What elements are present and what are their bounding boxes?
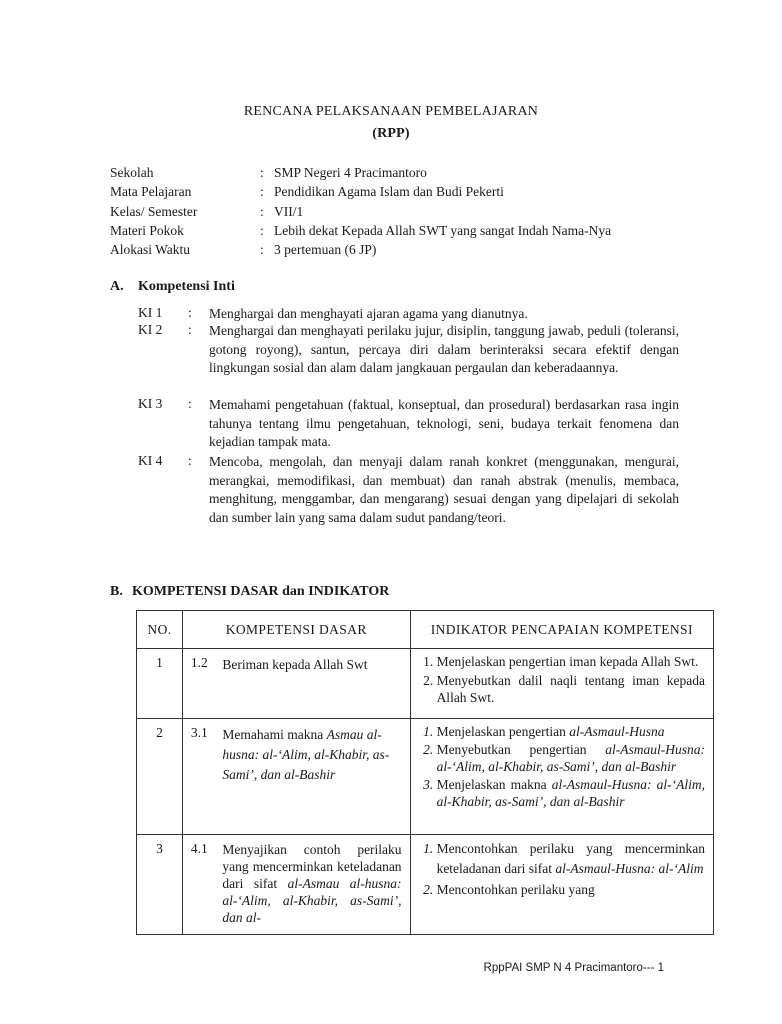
kd-text-italic: al-Asmau al-husna: al-‘Alim, al-Khabir, as-Sami’, dan al- (222, 876, 402, 925)
ki-label: KI 2 (138, 322, 163, 337)
ki-label: KI 3 (138, 396, 163, 411)
identity-colon: : (260, 242, 264, 257)
indicator-list (411, 835, 713, 900)
section-title: Kompetensi Inti (138, 279, 235, 294)
document-subtitle: (RPP) (372, 126, 410, 141)
kd-code: 4.1 (190, 841, 208, 856)
row-number: 3 (156, 841, 163, 856)
identity-label: Kelas/ Semester (110, 204, 198, 219)
indicator-plain: Menyebutkan pengertian (436, 742, 606, 757)
ki-colon: : (188, 396, 192, 411)
document-title: RENCANA PELAKSANAAN PEMBELAJARAN (243, 104, 539, 119)
header-no: NO. (137, 611, 183, 649)
competency-table (136, 610, 714, 935)
indicator-italic: al-Asmaul-Husna: al-‘Alim, al-Khabir, as-Sami’, dan al-Bashir (436, 777, 705, 809)
kd-text-plain: Menyajikan contoh perilaku yang mencerminkan keteladanan dari sifat (222, 842, 402, 891)
row-number: 2 (156, 725, 163, 740)
indicator-italic: al-Asmaul-Husna (569, 724, 665, 739)
kd-text (218, 719, 409, 785)
table-row (137, 649, 714, 719)
identity-label: Mata Pelajaran (110, 184, 192, 199)
identity-value: 3 pertemuan (6 JP) (274, 242, 377, 257)
indicator-item (437, 723, 705, 740)
indicator-plain: Menjelaskan makna (436, 777, 552, 792)
identity-label: Materi Pokok (110, 223, 184, 238)
ki-colon: : (188, 453, 192, 468)
header-kd: KOMPETENSI DASAR (182, 611, 410, 649)
ki-colon: : (188, 305, 192, 320)
ki-text: Memahami pengetahuan (faktual, konseptual, dan prosedural) berdasarkan rasa ingin tahunya tentang ilmu pengetahuan, teknologi, seni, budaya terkait fenomena dan kejadian tampak mata. (209, 397, 679, 450)
table-row (137, 835, 714, 935)
ki-label: KI 4 (138, 453, 163, 468)
ki-colon: : (188, 322, 192, 337)
indicator-italic: al-Asmaul-Husna: al-‘Alim (555, 861, 704, 876)
indicator-item (437, 741, 705, 775)
header-indicator: INDIKATOR PENCAPAIAN KOMPETENSI (410, 611, 713, 649)
indicator-item: 2. Menyebutkan dalil naqli tentang iman kepada Allah Swt. (437, 672, 705, 706)
row-number: 1 (156, 655, 163, 670)
identity-label: Sekolah (110, 165, 154, 180)
identity-value: Pendidikan Agama Islam dan Budi Pekerti (274, 184, 504, 199)
identity-colon: : (260, 184, 264, 199)
identity-colon: : (260, 165, 264, 180)
identity-colon: : (260, 204, 264, 219)
ki-text: Menghargai dan menghayati ajaran agama yang dianutnya. (209, 306, 528, 321)
kd-text (218, 835, 409, 926)
table-row (137, 719, 714, 835)
identity-value: SMP Negeri 4 Pracimantoro (274, 165, 427, 180)
ki-text: Menghargai dan menghayati perilaku jujur, disiplin, tanggung jawab, peduli (toleransi, gotong royong), santun, percaya diri dalam berinteraksi secara efektif dengan lingkungan sosial dan alam dalam jangkauan pergaulan dan keberadaannya. (209, 323, 679, 376)
kd-text-plain: Memahami makna (222, 727, 327, 742)
page-footer: RppPAI SMP N 4 Pracimantoro--- 1 (483, 962, 664, 974)
ki-text: Mencoba, mengolah, dan menyaji dalam ranah konkret (menggunakan, mengurai, merangkai, memodifikasi, dan membuat) dan ranah abstrak (menulis, membaca, menghitung, menggambar, dan mengarang) sesuai dengan yang dipelajari di sekolah dan sumber lain yang sama dalam sudut pandang/teori. (209, 454, 679, 526)
indicator-item: 1. Menjelaskan pengertian iman kepada Allah Swt. (437, 653, 705, 670)
identity-label: Alokasi Waktu (110, 242, 191, 257)
indicator-item (437, 776, 705, 810)
identity-value: VII/1 (274, 204, 304, 219)
indicator-plain: Mencontohkan perilaku yang (436, 882, 595, 897)
identity-colon: : (260, 223, 264, 238)
indicator-list (411, 649, 713, 706)
indicator-list (411, 719, 713, 810)
indicator-item (437, 880, 705, 900)
indicator-plain: Mencontohkan perilaku yang mencerminkan keteladanan dari sifat (436, 841, 705, 876)
kd-code: 3.1 (190, 725, 208, 740)
indicator-plain: Menjelaskan pengertian (436, 724, 570, 739)
kd-text: Beriman kepada Allah Swt (222, 657, 368, 672)
section-title: KOMPETENSI DASAR dan INDIKATOR (132, 584, 390, 599)
table-header-row (137, 611, 714, 649)
kd-text-italic: Asmau al-husna: al-‘Alim, al-Khabir, as-Sami’, dan al-Bashir (222, 727, 390, 782)
section-letter: A. (110, 279, 124, 294)
indicator-italic: al-Asmaul-Husna: al-‘Alim, al-Khabir, as-Sami’, dan al-Bashir (436, 742, 705, 774)
identity-value: Lebih dekat Kepada Allah SWT yang sangat Indah Nama-Nya (274, 223, 612, 238)
section-letter: B. (110, 584, 123, 599)
indicator-item (437, 839, 705, 879)
kd-code: 1.2 (190, 655, 208, 670)
ki-label: KI 1 (138, 305, 163, 320)
